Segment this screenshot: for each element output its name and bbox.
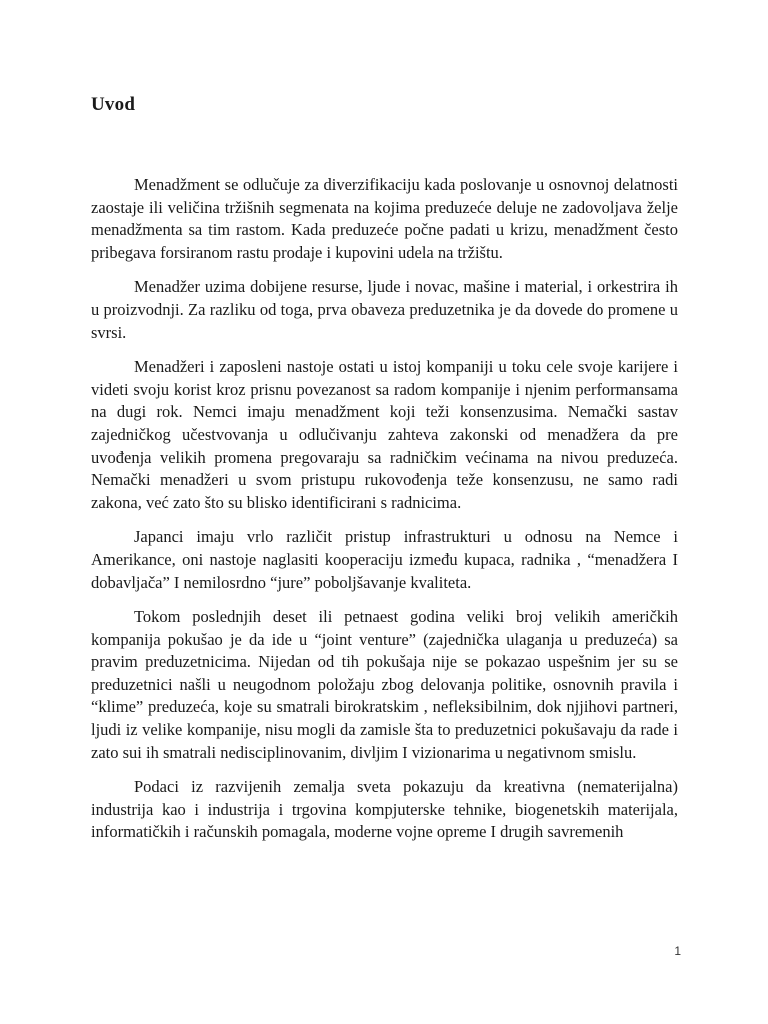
paragraph: Podaci iz razvijenih zemalja sveta pokazuju da kreativna (nematerijalna) industrija kao i industrija i trgovina kompjuterske tehnike, biogenetskih materijala, informatičkih i računskih pomagala, moderne vojne opreme I drugih savremenih <box>91 777 678 842</box>
body-text <box>91 174 678 856</box>
page-number: 1 <box>674 944 681 958</box>
paragraph: Menadžeri i zaposleni nastoje ostati u istoj kompaniji u toku cele svoje karijere i videti svoju korist kroz prisnu povezanost sa radom kompanije i njenim performansama na dugi rok. Nemci imaju menadžment koji teži konsenzusima. Nemački sastav zajedničkog učestvovanja u odlučivanju zahteva zakonski od menadžera da pre uvođenja velikih promena pregovaraju sa radničkim većinama na nivou preduzeća. Nemački menadžeri u svom pristupu rukovođenja teže konsenzusu, ne samo radi zakona, već zato što su blisko identificirani s radnicima. <box>91 357 678 512</box>
section-heading: Uvod <box>91 94 136 115</box>
paragraph: Menadžment se odlučuje za diverzifikaciju kada poslovanje u osnovnoj delatnosti zaostaje ili veličina tržišnih segmenata na kojima preduzeće deluje ne zadovoljava želje menadžmenta sa tim rastom. Kada preduzeće počne padati u krizu, menadžment često pribegava forsiranom rastu prodaje i kupovini udela na tržištu. <box>91 175 678 262</box>
paragraph: Japanci imaju vrlo različit pristup infrastrukturi u odnosu na Nemce i Amerikance, oni nastoje naglasiti kooperaciju između kupaca, radnika , “menadžera I dobavljača” I nemilosrdno “jure” poboljšavanje kvaliteta. <box>91 527 678 592</box>
paragraph: Menadžer uzima dobijene resurse, ljude i novac, mašine i material, i orkestrira ih u proizvodnji. Za razliku od toga, prva obaveza preduzetnika je da dovede do promene u svrsi. <box>91 277 678 342</box>
paragraph: Tokom poslednjih deset ili petnaest godina veliki broj velikih američkih kompanija pokušao je da ide u “joint venture” (zajednička ulaganja u preduzeća) sa pravim preduzetnicima. Nijedan od tih pokušaja nije se pokazao uspešnim jer su se preduzetnici našli u neugodnom položaju zbog delovanja politike, osnovnih pravila i “klime” preduzeća, koje su smatrali birokratskim , nefleksibilnim, dok njjihovi partneri, ljudi iz velike kompanije, nisu mogli da zamisle šta to preduzetnici pokušavaju da rade i zato sui ih smatrali nedisciplinovanim, divljim I vizionarima u negativnom smislu. <box>91 607 678 762</box>
